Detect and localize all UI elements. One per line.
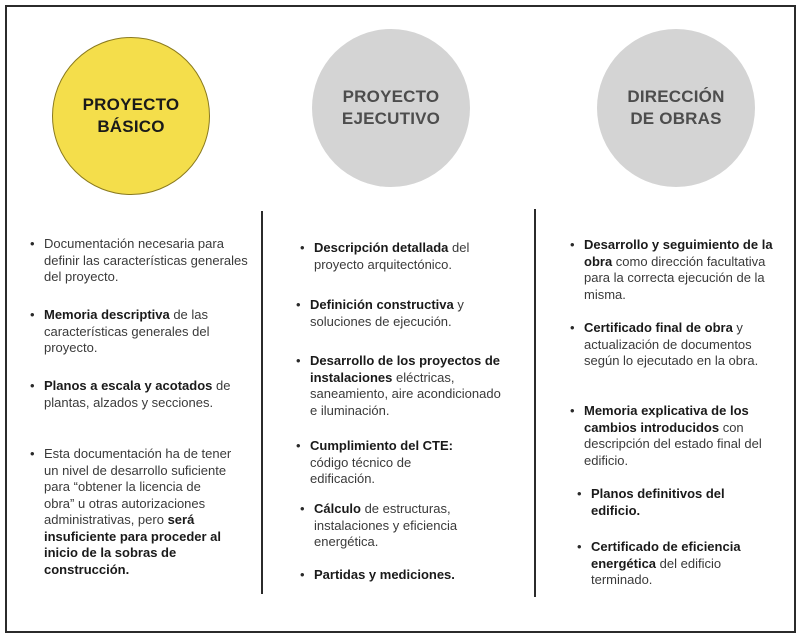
phase-title-line1: PROYECTO: [82, 95, 180, 114]
bullet-text: y actualización de documentos según lo ejecutado en la obra.: [584, 320, 759, 368]
bullet-item: [296, 297, 486, 330]
bullet-text: Documentación necesaria para definir las características generales del proyecto.: [44, 236, 248, 284]
bullet-item: [577, 539, 761, 589]
bullet-text: como dirección facultativa para la correcta ejecución de la misma.: [584, 253, 766, 302]
bullet-bold-text: Partidas y mediciones.: [314, 567, 455, 582]
bullet-item: [300, 240, 495, 273]
bullet-dot-icon: •: [570, 320, 575, 335]
column-divider: [534, 209, 536, 597]
bullet-bold-text: Memoria descriptiva: [44, 307, 170, 322]
bullet-text: de las características generales del proyecto.: [44, 307, 210, 355]
bullet-bold-text: Descripción detallada: [314, 240, 449, 255]
bullet-bold-text: Desarrollo de los proyectos de instalaciones: [310, 353, 501, 385]
bullet-text: Esta documentación ha de tener un nivel de desarrollo suficiente para “obtener la licencia de obra” u otras autorizaciones administrativas, pero: [44, 446, 232, 527]
bullet-dot-icon: •: [296, 353, 301, 368]
bullet-text: del edificio terminado.: [591, 555, 722, 587]
bullet-text: código técnico de edificación.: [310, 454, 412, 486]
bullet-bold-text: Planos a escala y acotados: [44, 378, 213, 393]
bullet-dot-icon: •: [30, 378, 35, 393]
column-divider: [261, 211, 263, 594]
bullet-item: [300, 567, 500, 584]
bullet-item: [300, 501, 486, 551]
bullet-bold-text: Certificado final de obra: [584, 320, 733, 335]
phase-title-line1: DIRECCIÓN: [627, 87, 725, 106]
phase-title-line2: BÁSICO: [97, 117, 165, 136]
bullet-text: eléctricas, saneamiento, aire acondicionado e iluminación.: [310, 369, 501, 418]
bullet-bold-text: Desarrollo y seguimiento de la obra: [584, 237, 773, 269]
bullet-item: [296, 438, 476, 488]
bullet-text: de plantas, alzados y secciones.: [44, 378, 231, 410]
bullet-item: [577, 486, 757, 519]
bullet-bold-text: Planos definitivos del edificio.: [591, 486, 725, 518]
bullet-bold-text: Certificado de eficiencia energética: [591, 539, 741, 571]
bullet-item: [30, 378, 248, 411]
bullet-item: [570, 320, 770, 370]
bullet-dot-icon: •: [570, 403, 575, 418]
phase-title-line2: EJECUTIVO: [341, 109, 441, 128]
bullet-dot-icon: •: [30, 307, 35, 322]
bullet-item: [570, 237, 776, 303]
bullet-dot-icon: •: [300, 567, 305, 582]
bullet-text: con descripción del estado final del edificio.: [584, 419, 762, 468]
bullet-dot-icon: •: [296, 297, 301, 312]
phase-circle-direccion-de-obras: [597, 29, 755, 187]
bullet-bold-text: Memoria explicativa de los cambios introducidos: [584, 403, 749, 435]
phase-title-line2: DE OBRAS: [630, 109, 722, 128]
bullet-text: del proyecto arquitectónico.: [314, 240, 470, 272]
bullet-dot-icon: •: [300, 501, 305, 516]
bullet-item: [296, 353, 504, 419]
bullet-dot-icon: •: [30, 446, 35, 461]
bullet-item: [30, 307, 244, 357]
bullet-item: [570, 403, 774, 469]
phase-title-line1: PROYECTO: [342, 87, 440, 106]
bullet-bold-text: será insuficiente para proceder al inicio de la sobras de construcción.: [44, 512, 222, 577]
bullet-text: y soluciones de ejecución.: [310, 297, 464, 329]
bullet-dot-icon: •: [300, 240, 305, 255]
bullet-item: [30, 236, 252, 286]
bullet-bold-text: Definición constructiva: [310, 297, 454, 312]
bullet-bold-text: Cumplimiento del CTE:: [310, 438, 453, 453]
phase-circle-proyecto-basico: [52, 37, 210, 195]
bullet-dot-icon: •: [296, 438, 301, 453]
bullet-dot-icon: •: [577, 486, 582, 501]
bullet-dot-icon: •: [30, 236, 35, 251]
bullet-bold-text: Cálculo: [314, 501, 361, 516]
phase-circle-proyecto-ejecutivo: [312, 29, 470, 187]
bullet-dot-icon: •: [577, 539, 582, 554]
bullet-item: [30, 446, 234, 578]
bullet-dot-icon: •: [570, 237, 575, 252]
bullet-text: de estructuras, instalaciones y eficiencia energética.: [314, 501, 458, 549]
